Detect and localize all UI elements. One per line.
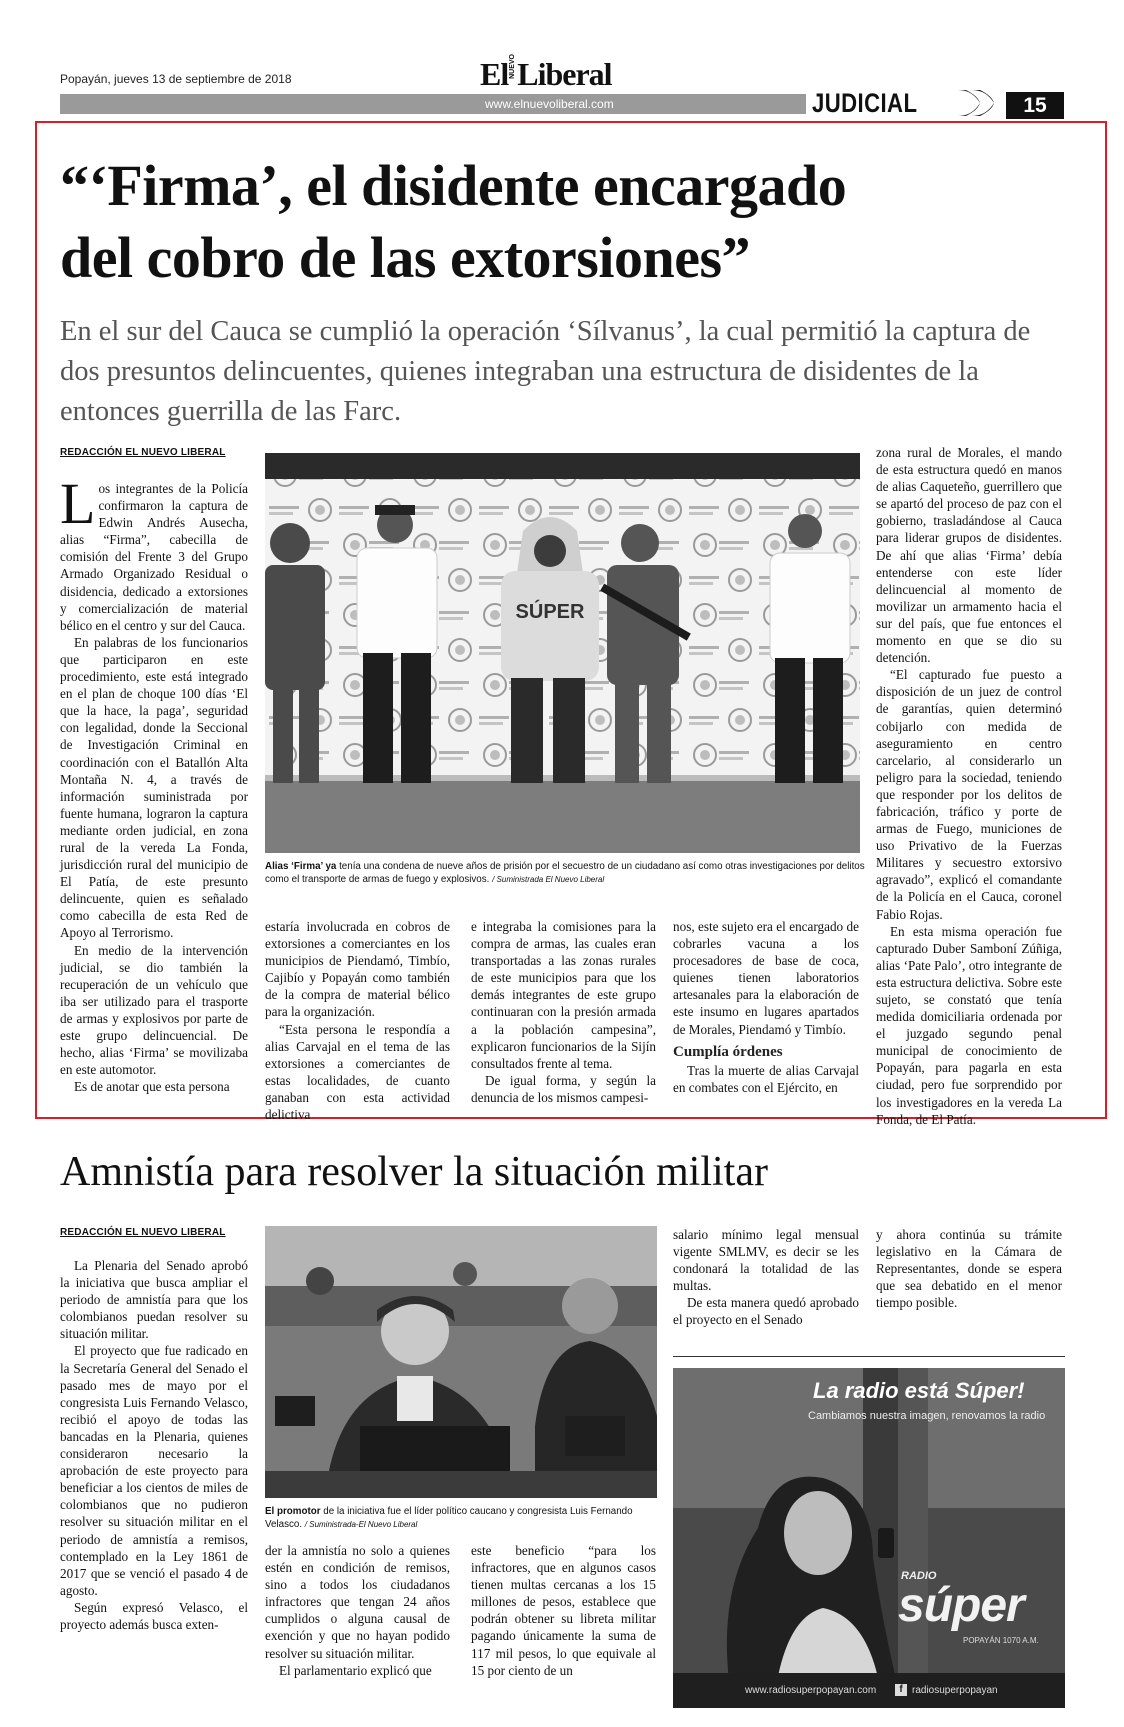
capture-scene-image (265, 453, 860, 853)
website-url: www.elnuevoliberal.com (485, 97, 614, 111)
article2-col3-top (673, 1226, 859, 1346)
logo-el: El (480, 55, 509, 92)
article2-paragraph: y ahora continúa su trámite legislativo en la Cámara de Representantes, donde se espera que sea debatido en el menor tiempo posible. (876, 1227, 1062, 1311)
ad-tagline: Cambiamos nuestra imagen, renovamos la radio (808, 1410, 1046, 1422)
ad-divider (673, 1356, 1065, 1357)
article2-headline: Amnistía para resolver la situación militar (60, 1149, 768, 1195)
article2-paragraph: Según expresó Velasco, el proyecto además busca exten- (60, 1599, 248, 1632)
article1-photo (265, 453, 860, 853)
caption-text: tenía una condena de nueve años de prisión por el secuestro de un ciudadano así como otras investigaciones por delitos como el transporte de armas de fuego y explosivos. (265, 861, 865, 885)
article1-paragraph: os integrantes de la Policía confirmaron la captura de Edwin Andrés Ausecha, alias “Firma”, cabecilla de comisión del Frente 3 del Grupo Armado Organizado Residual o disidencia, dedicado a extorsiones y comercialización de material bélico en el centro y sur del Cauca. (60, 481, 248, 633)
article2-paragraph: este beneficio “para los infractores, que en algunos casos tienen multas cercanas a los 15 millones de pesos, establece que podrán obtener su libreta militar pagando únicamente la suma de 117 mil pesos, lo que equivale al 15 por ciento de un (471, 1543, 656, 1678)
article1-col5 (876, 444, 1062, 1127)
article1-col2 (265, 918, 450, 1123)
photo-credit: / Suministrada-El Nuevo Liberal (304, 1520, 418, 1529)
senate-scene-image (265, 1226, 657, 1498)
article1-paragraph: estaría involucrada en cobros de extorsiones a comerciantes en los municipios de Piendamó, Timbío, Cajibío y Popayán como también de la compra de material bélico para la organización. (265, 919, 450, 1020)
article2-paragraph: La Plenaria del Senado aprobó la iniciativa que busca ampliar el periodo de amnistía para que los colombianos puedan resolver su situación militar. (60, 1258, 248, 1342)
article1-col1 (60, 471, 248, 1110)
article1-byline: REDACCIÓN EL NUEVO LIBERAL (60, 447, 226, 458)
issue-date: Popayán, jueves 13 de septiembre de 2018 (60, 72, 292, 86)
header-bar (60, 94, 806, 114)
article2-paragraph: De esta manera quedó aprobado el proyecto en el Senado (673, 1295, 859, 1328)
article2-photo (265, 1226, 657, 1498)
caption-lead: Alias ‘Firma’ ya (265, 861, 337, 872)
section-arrow-icon (958, 88, 1006, 118)
article1-paragraph: zona rural de Morales, el mando de esta estructura quedó en manos de alias Caqueteño, guerrillero que se apartó del proceso de paz con el gobierno, trasladándose al Cauca para liderar grupos de disidentes. De ahí que alias ‘Firma’ debía entenderse con este líder delincuencial al momento de movilizar un armamento hacia el sur del país, que fue entonces el momento en que se dio su detención. (876, 445, 1062, 666)
article2-col4-top (876, 1226, 1062, 1336)
article2-col2 (265, 1542, 450, 1712)
article1-col3 (471, 918, 656, 1110)
article1-paragraph: En esta misma operación fue capturado Duber Samboní Zúñiga, alias ‘Pate Palo’, otro integrante de esta estructura delictiva. Sobre este sujeto, se constató que tenía medida domiciliaria ordenada por el juzgado segundo penal municipal de conocimiento de Popayán, para pagarla en esta ciudad, pero fue sorprendido por los investigadores en la vereda La Fonda, de El Patía. (876, 923, 1062, 1127)
article1-headline-line2: del cobro de las extorsiones” (60, 225, 751, 290)
article1-paragraph: “El capturado fue puesto a disposición de un juez de control de garantías, quien determinó cobijarlo con medida de aseguramiento en centro carcelario, al considerarlo un peligro para la sociedad, teniendo que responder por los delitos de fabricación, tráfico y porte de armas de Fuego, municiones de uso Privativo de la Fuerzas Militares y secuestro extorsivo agravado”, explicó el comandante de la Policía en el Cauca, coronel Fabio Rojas. (876, 667, 1062, 922)
article1-paragraph: “Esta persona le respondía a alias Carvajal en el tema de las extorsiones a comerciantes de estas localidades, de cuanto ganaban con esta actividad delictiva (265, 1021, 450, 1123)
article1-headline (60, 150, 846, 294)
section-label: JUDICIAL (812, 88, 918, 118)
newspaper-logo (480, 54, 612, 92)
article1-paragraph: En medio de la intervención judicial, se dio también la recuperación de un vehículo que iba ser utilizado para el trasporte de armas y explosivos por parte de este grupo delincuencial. De hecho, alias ‘Firma’ se movilizaba en este automotor. (60, 942, 248, 1078)
ad-brand-sub: POPAYÁN 1070 A.M. (963, 1636, 1039, 1645)
article2-paragraph: der la amnistía no solo a quienes estén en condición de remisos, sino a todos los ciudadanos infractores que tengan 24 años cumplidos o alguna causal de exención y que no hayan podido resolver su situación militar. (265, 1543, 450, 1661)
logo-nuevo: NUEVO (509, 54, 517, 79)
caption-lead: El promotor (265, 1506, 321, 1517)
ad-facebook: radiosuperpopayan (912, 1685, 998, 1696)
article1-paragraph: En palabras de los funcionarios que participaron en este procedimiento, este está integrado en el plan de choque 100 días ‘El que la hace, la paga’, seguridad con legalidad, donde la Seccional de Investigación Criminal en coordinación con el Batallón Alta Montaña N. 4, a través de información suministrada por fuente humana, lograron la captura mediante orden judicial, en zona rural de la vereda La Fonda, jurisdicción rural del municipio de El Patía, de este presunto delincuente, quien es señalado como cabecilla de esta Red de Apoyo al Terrorismo. (60, 634, 248, 941)
article2-photo-caption (265, 1505, 660, 1531)
article2-byline: REDACCIÓN EL NUEVO LIBERAL (60, 1227, 226, 1238)
article1-deck: En el sur del Cauca se cumplió la operación ‘Sílvanus’, la cual permitió la captura de dos presuntos delincuentes, quienes integraban una estructura de disidentes de la entonces guerrilla de las Farc. (60, 316, 1031, 427)
dropcap: L (60, 471, 96, 536)
page-number: 15 (1023, 94, 1047, 117)
article1-col4 (673, 918, 859, 1110)
photo-shirt-text: SÚPER (515, 601, 585, 623)
article1-photo-caption (265, 860, 865, 886)
logo-liberal: Liberal (517, 55, 612, 92)
caption-text: de la iniciativa fue el líder político caucano y congresista Luis Fernando Velasco. (265, 1506, 633, 1530)
article1-paragraph: nos, este sujeto era el encargado de cobrarles vacuna a los procesadores de base de coca, quienes tienen laboratorios artesanales para la elaboración de este insumo en lugares apartados de Morales, Piendamó y Timbío. (673, 919, 859, 1037)
ad-brand-small: RADIO (901, 1570, 937, 1582)
photo-credit: / Suministrada El Nuevo Liberal (492, 875, 605, 884)
article1-paragraph: Tras la muerte de alias Carvajal en combates con el Ejército, en (673, 1062, 859, 1095)
facebook-icon: f (895, 1684, 907, 1696)
article2-col3 (471, 1542, 656, 1712)
ad-website: www.radiosuperpopayan.com (745, 1685, 877, 1696)
article1-paragraph: e integraba la comisiones para la compra de armas, las cuales eran transportadas a las zonas rurales de este municipios para que los demás integrantes de este grupo continuaran con la presión armada a la población campesina”, explicaron funcionarios de la Sijín consultados frente al tema. (471, 919, 656, 1071)
article2-paragraph: salario mínimo legal mensual vigente SMLMV, es decir se les condonará la totalidad de las multas. (673, 1227, 859, 1294)
article2-paragraph: El proyecto que fue radicado en la Secretaría General del Senado el pasado mes de mayo por el congresista Luis Fernando Velasco, recibió el apoyo de todas las bancadas en la Plenaria, quienes consideraron necesario la aprobación de este proyecto para beneficiar a los cientos de miles de colombianos que no pudieron resolver su situación militar en el periodo de amnistía a remisos, contemplado en la Ley 1861 de 2017 que se venció el pasado 4 de agosto. (60, 1343, 248, 1598)
article2-col1 (60, 1257, 248, 1712)
article1-paragraph: De igual forma, y según la denuncia de los mismos campesi- (471, 1072, 656, 1105)
article1-paragraph: Es de anotar que esta persona (74, 1079, 230, 1095)
ad-brand: súper (898, 1579, 1024, 1632)
ad-headline: La radio está Súper! (813, 1378, 1025, 1403)
radio-super-ad (673, 1368, 1065, 1708)
article2-paragraph: El parlamentario explicó que (279, 1662, 432, 1678)
article1-headline-line1: “‘Firma’, el disidente encargado (60, 153, 847, 218)
article1-subhead: Cumplía órdenes (673, 1043, 783, 1060)
